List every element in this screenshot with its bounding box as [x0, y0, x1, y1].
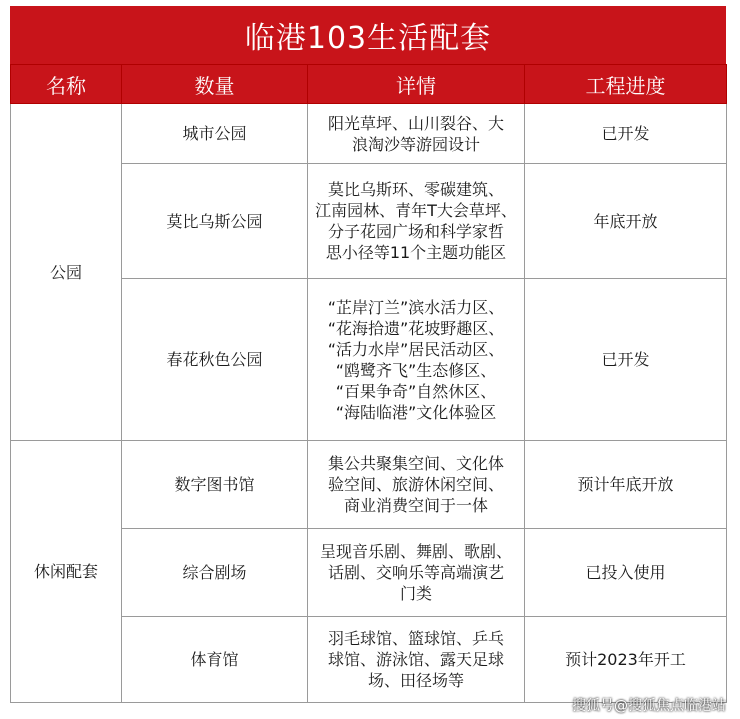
table-body	[11, 104, 727, 703]
detail-line: 商业消费空间于一体	[343, 496, 488, 515]
detail-line: 羽毛球馆、篮球馆、乒乓	[327, 629, 504, 648]
detail-line: 门类	[399, 584, 432, 603]
detail-line: “百果争奇”自然休区、	[335, 381, 497, 401]
detail-line: “花海拾遗”花坡野趣区、	[327, 318, 505, 338]
item-cell: 春花秋色公园	[122, 279, 308, 441]
detail-line: 话剧、交响乐等高端演艺	[327, 563, 504, 582]
header-quantity: 数量	[122, 65, 308, 104]
detail-line: 阳光草坪、山川裂谷、大	[327, 113, 504, 133]
detail-cell	[308, 529, 525, 617]
header-detail: 详情	[308, 65, 525, 104]
detail-line: 思小径等11个主题功能区	[325, 243, 507, 262]
progress-cell: 年底开放	[525, 164, 727, 279]
item-cell: 体育馆	[122, 617, 308, 703]
detail-line: 集公共聚集空间、文化体	[327, 454, 504, 473]
progress-cell: 预计年底开放	[525, 441, 727, 529]
detail-cell	[308, 617, 525, 703]
category-cell: 公园	[11, 104, 122, 441]
header-name: 名称	[11, 65, 122, 104]
detail-line: 江南园林、青年T大会草坪、	[315, 201, 517, 220]
item-cell: 城市公园	[122, 104, 308, 164]
detail-line: 呈现音乐剧、舞剧、歌剧、	[319, 542, 512, 561]
detail-line: “活力水岸”居民活动区、	[327, 339, 505, 359]
detail-line: “海陆临港”文化体验区	[335, 402, 497, 422]
detail-line: 莫比乌斯环、零碳建筑、	[327, 180, 504, 199]
item-cell: 莫比乌斯公园	[122, 164, 308, 279]
table-row	[11, 104, 727, 164]
progress-cell: 已开发	[525, 279, 727, 441]
detail-line: 浪淘沙等游园设计	[351, 134, 480, 154]
item-cell: 综合剧场	[122, 529, 308, 617]
progress-cell: 已开发	[525, 104, 727, 164]
progress-cell: 已投入使用	[525, 529, 727, 617]
detail-cell	[308, 164, 525, 279]
header-progress: 工程进度	[525, 65, 727, 104]
detail-cell	[308, 279, 525, 441]
category-cell: 休闲配套	[11, 441, 122, 703]
detail-line: “鸥鹭齐飞”生态修区、	[335, 360, 497, 380]
detail-line: 验空间、旅游休闲空间、	[327, 475, 504, 494]
progress-cell: 预计2023年开工	[525, 617, 727, 703]
header-row	[11, 65, 727, 104]
detail-line: 场、田径场等	[367, 671, 464, 690]
detail-cell	[308, 104, 525, 164]
detail-line: “芷岸汀兰”滨水活力区、	[327, 297, 505, 317]
detail-line: 球馆、游泳馆、露天足球	[327, 650, 504, 669]
detail-line: 分子花园广场和科学家哲	[327, 222, 504, 241]
amenities-table	[10, 64, 727, 703]
table-title: 临港103生活配套	[10, 6, 726, 64]
table-row	[11, 441, 727, 529]
watermark: 搜狐号@搜狐焦点临港站	[572, 698, 726, 714]
item-cell: 数字图书馆	[122, 441, 308, 529]
detail-cell	[308, 441, 525, 529]
